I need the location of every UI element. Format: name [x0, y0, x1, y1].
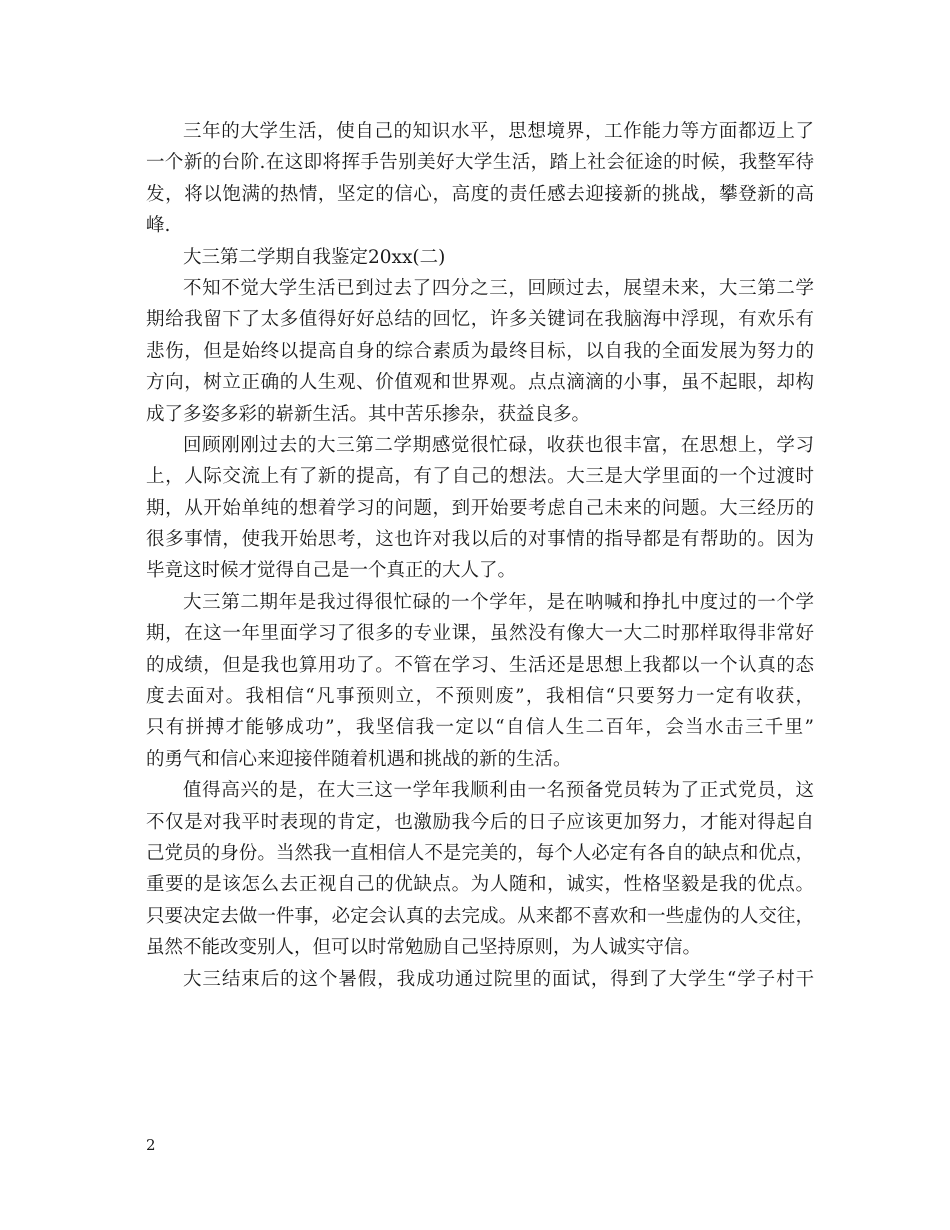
paragraph-line: 大三第二期年是我过得很忙碌的一个学年，是在呐喊和挣扎中度过的一个学 — [183, 591, 814, 613]
document-body — [146, 116, 814, 995]
paragraph-line: 只有拼搏才能够成功”，我坚信我一定以“自信人生二百年，会当水击三千里” — [146, 717, 814, 739]
paragraph-line: 毕竟这时候才觉得自己是一个真正的大人了。 — [146, 560, 517, 582]
paragraph-line: 一个新的台阶.在这即将挥手告别美好大学生活，踏上社会征途的时候，我整军待 — [146, 152, 814, 174]
paragraph-line: 发，将以饱满的热情，坚定的信心，高度的责任感去迎接新的挑战，攀登新的高 — [146, 183, 814, 205]
page-number: 2 — [146, 1136, 156, 1154]
paragraph-line: 度去面对。我相信“凡事预则立，不预则废”，我相信“只要努力一定有收获， — [146, 686, 814, 708]
paragraph-line: 回顾刚刚过去的大三第二学期感觉很忙碌，收获也很丰富，在思想上，学习 — [183, 434, 814, 456]
paragraph-line: 很多事情，使我开始思考，这也许对我以后的对事情的指导都是有帮助的。因为 — [146, 529, 814, 551]
paragraph-line: 的成绩，但是我也算用功了。不管在学习、生活还是思想上我都以一个认真的态 — [146, 654, 814, 676]
paragraph-line: 大三结束后的这个暑假，我成功通过院里的面试，得到了大学生“学子村干 — [183, 968, 814, 990]
paragraph-line: 不仅是对我平时表现的肯定，也激励我今后的日子应该更加努力，才能对得起自 — [146, 811, 814, 833]
paragraph-line: 重要的是该怎么去正视自己的优缺点。为人随和，诚实，性格坚毅是我的优点。 — [146, 874, 814, 896]
paragraph-line: 的勇气和信心来迎接伴随着机遇和挑战的新的生活。 — [146, 748, 572, 770]
paragraph-line: 期给我留下了太多值得好好总结的回忆，许多关键词在我脑海中浮现，有欢乐有 — [146, 309, 814, 331]
paragraph-line: 三年的大学生活，使自己的知识水平，思想境界，工作能力等方面都迈上了 — [183, 121, 814, 142]
paragraph-line: 不知不觉大学生活已到过去了四分之三，回顾过去，展望未来，大三第二学 — [183, 277, 814, 299]
paragraph-line: 期，在这一年里面学习了很多的专业课，虽然没有像大一大二时那样取得非常好 — [146, 623, 814, 645]
paragraph-line: 己党员的身份。当然我一直相信人不是完美的，每个人必定有各自的缺点和优点， — [146, 842, 814, 864]
paragraph-line: 悲伤，但是始终以提高自身的综合素质为最终目标，以自我的全面发展为努力的 — [146, 340, 814, 362]
paragraph-line: 只要决定去做一件事，必定会认真的去完成。从来都不喜欢和一些虚伪的人交往， — [146, 905, 814, 927]
paragraph-line: 方向，树立正确的人生观、价值观和世界观。点点滴滴的小事，虽不起眼，却构 — [146, 372, 814, 394]
paragraph-line: 成了多姿多彩的崭新生活。其中苦乐掺杂，获益良多。 — [146, 403, 591, 425]
paragraph-line: 上，人际交流上有了新的提高，有了自己的想法。大三是大学里面的一个过渡时 — [146, 466, 814, 488]
paragraph-line: 峰. — [146, 215, 171, 237]
paragraph-line: 值得高兴的是，在大三这一学年我顺利由一名预备党员转为了正式党员，这 — [183, 780, 814, 802]
paragraph-line: 期，从开始单纯的想着学习的问题，到开始要考虑自己未来的问题。大三经历的 — [146, 497, 814, 519]
paragraph-line: 虽然不能改变别人，但可以时常勉励自己坚持原则，为人诚实守信。 — [146, 937, 702, 959]
section-heading: 大三第二学期自我鉴定20xx(二) — [183, 246, 446, 268]
